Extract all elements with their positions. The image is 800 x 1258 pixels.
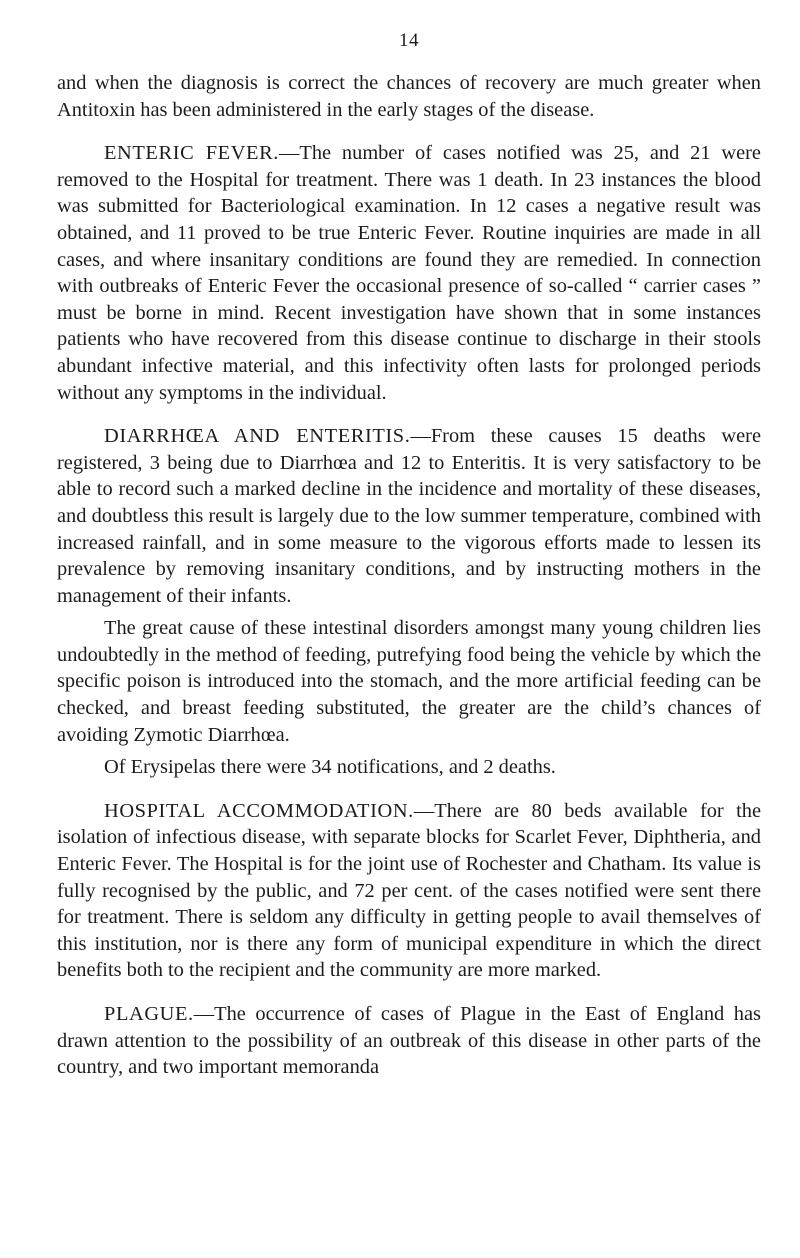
plague-heading: PLAGUE.	[104, 1003, 194, 1025]
hospital-accommodation-text: —There are 80 beds available for the isolation of infectious disease, with separate blocks for Scarlet Fever, Diphtheria, and Enteric Fever. The Hospital is for the joint use of Rochester and Chatham. Its value is fully recognised by the public, and 72 per cent. of the cases notified were sent there for treatment. There is seldom any difficulty in getting people to avail themselves of this institution, nor is there any form of municipal expenditure in which the direct benefits both to the recipient and the community are more marked.	[57, 799, 762, 982]
enteric-fever-text: —The number of cases notified was 25, and 21 were removed to the Hospital for treatment. There was 1 death. In 23 instances the blood was submitted for Bacteriological examination. In 12 cases a negative result was obtained, and 11 proved to be true Enteric Fever. Routine inquiries are made in all cases, and where insanitary conditions are found they are remedied. In connection with outbreaks of Enteric Fever the occasional presence of so-called “ carrier cases ” must be borne in mind. Recent investigation have shown that in some instances patients who have recovered from this disease continue to discharge in their stools abundant infective material, and this infectivity often lasts for prolonged periods without any symptoms in the individual.	[57, 142, 761, 404]
enteric-fever-paragraph	[57, 140, 761, 406]
hospital-accommodation-paragraph	[57, 798, 761, 984]
diarrhoea-heading: DIARRHŒA AND ENTERITIS.	[104, 425, 411, 448]
enteric-fever-heading: ENTERIC FEVER.	[104, 142, 279, 165]
diarrhoea-paragraph	[57, 423, 761, 609]
feeding-cause-paragraph: The great cause of these intestinal disorders amongst many young children lies undoubtedly in the method of feeding, putrefying food being the vehicle by which the specific poison is introduced into the stomach, and the more artificial feeding can be checked, and breast feeding substituted, the greater are the child’s chances of avoiding Zymotic Diarrhœa.	[57, 617, 761, 746]
plague-paragraph	[57, 1001, 761, 1081]
intro-paragraph: and when the diagnosis is correct the chances of recovery are much greater when Antitoxin has been administered in the early stages of the disease.	[57, 72, 761, 121]
document-page	[57, 30, 761, 1081]
diarrhoea-text: —From these causes 15 deaths were registered, 3 being due to Diarrhœa and 12 to Enteritis. It is very satisfactory to be able to record such a marked decline in the incidence and mortality of these diseases, and doubtless this result is largely due to the low summer temperature, combined with increased rainfall, and in some measure to the vigorous efforts made to lessen its prevalence by removing insanitary conditions, and by instructing mothers in the management of their infants.	[57, 425, 761, 607]
hospital-accommodation-heading: HOSPITAL ACCOMMODATION.	[104, 799, 414, 822]
plague-text: —The occurrence of cases of Plague in the East of England has drawn attention to the possibility of an outbreak of this disease in other parts of the country, and two important memoranda	[57, 1003, 761, 1079]
page-number: 14	[399, 30, 419, 51]
erysipelas-paragraph: Of Erysipelas there were 34 notifications, and 2 deaths.	[104, 756, 556, 779]
